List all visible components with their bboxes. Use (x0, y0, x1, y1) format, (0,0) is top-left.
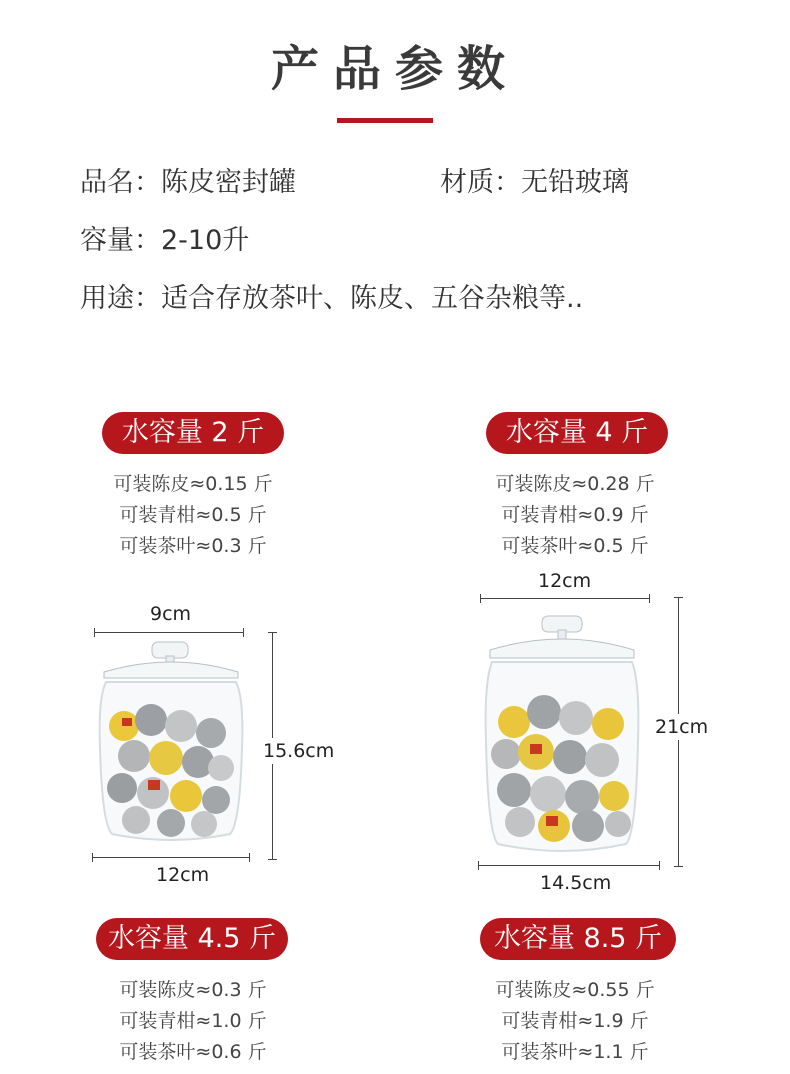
dimension-tick (92, 853, 93, 862)
capacity-line: 可装青柑≈1.0 斤 (119, 1010, 267, 1032)
dimension-tick (674, 597, 683, 598)
jar-image-large (484, 612, 640, 858)
dimension-tick (268, 632, 277, 633)
jar-small-height: 15.6cm (263, 740, 335, 762)
dimension-tick (249, 853, 250, 862)
jar-small-lid-width: 9cm (150, 603, 192, 625)
param-name: 品名：陈皮密封罐 (80, 167, 296, 198)
dimension-tick (649, 594, 650, 603)
title-underline (337, 118, 433, 123)
jar-large-height: 21cm (655, 716, 709, 738)
dimension-line (478, 865, 660, 866)
dimension-tick (243, 628, 244, 637)
dimension-tick (268, 859, 277, 860)
dimension-tick (674, 866, 683, 867)
capacity-line: 可装陈皮≈0.28 斤 (495, 473, 655, 495)
capacity-badge-8-5jin: 水容量 8.5 斤 (480, 918, 676, 960)
dimension-tick (480, 594, 481, 603)
capacity-line: 可装青柑≈0.9 斤 (501, 504, 649, 526)
capacity-badge-4-5jin: 水容量 4.5 斤 (96, 918, 288, 960)
capacity-line: 可装茶叶≈0.5 斤 (501, 535, 649, 557)
jar-small-base-width: 12cm (156, 864, 210, 886)
jar-large-lid-width: 12cm (538, 570, 592, 592)
jar-large-base-width: 14.5cm (540, 872, 612, 894)
capacity-line: 可装陈皮≈0.3 斤 (119, 979, 267, 1001)
param-usage: 用途：适合存放茶叶、陈皮、五谷杂粮等.. (80, 283, 584, 314)
dimension-tick (478, 861, 479, 870)
capacity-badge-2jin: 水容量 2 斤 (102, 412, 284, 454)
param-capacity: 容量：2-10升 (80, 225, 250, 256)
capacity-line: 可装茶叶≈1.1 斤 (501, 1041, 649, 1063)
capacity-badge-4jin: 水容量 4 斤 (486, 412, 668, 454)
dimension-line (480, 598, 650, 599)
capacity-line: 可装茶叶≈0.6 斤 (119, 1041, 267, 1063)
dimension-line (92, 857, 250, 858)
capacity-line: 可装茶叶≈0.3 斤 (119, 535, 267, 557)
page-title: 产品参数 (270, 41, 519, 97)
dimension-line (94, 632, 244, 633)
capacity-line: 可装陈皮≈0.15 斤 (113, 473, 273, 495)
dimension-tick (659, 861, 660, 870)
dimension-tick (94, 628, 95, 637)
param-material: 材质：无铅玻璃 (440, 167, 629, 198)
capacity-line: 可装青柑≈0.5 斤 (119, 504, 267, 526)
capacity-line: 可装陈皮≈0.55 斤 (495, 979, 655, 1001)
capacity-line: 可装青柑≈1.9 斤 (501, 1010, 649, 1032)
jar-image-small (96, 638, 246, 848)
